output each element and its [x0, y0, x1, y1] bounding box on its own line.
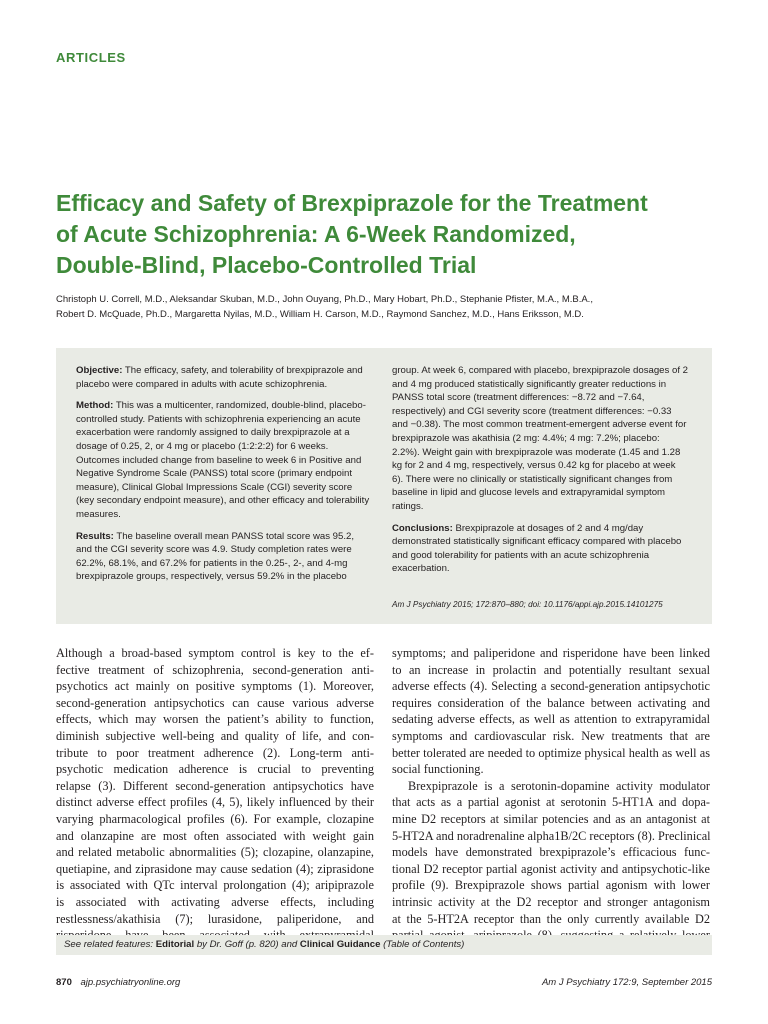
body-line: restlessness/akathisia (7); lurasidone, paliperidone, and: [56, 911, 374, 926]
footer-journal-issue: Am J Psychiatry 172:9, September 2015: [541, 977, 712, 988]
title-line: Efficacy and Safety of Brexpiprazole for the Treatment: [56, 190, 648, 216]
related-features-bar: [56, 935, 712, 955]
author-line: Christoph U. Correll, M.D., Aleksandar Skuban, M.D., John Ouyang, Ph.D., Mary Hobart, Ph.D., Stephanie Pfister, M.A., M.B.A.,: [56, 294, 593, 305]
body-line: Although a broad-based symptom control is key to the ef-: [56, 646, 374, 660]
body-line: quetiapine, and ziprasidone may cause sedation (4); ziprasidone: [56, 861, 374, 876]
body-line: effects, which may worsen the patient’s ability to function,: [56, 712, 374, 727]
body-left-column: [56, 645, 374, 944]
body-line: and olanzapine are most often associated with weight gain: [56, 828, 374, 843]
author-line: Robert D. McQuade, Ph.D., Margaretta Nyilas, M.D., William H. Carson, M.D., Raymond Sanchez, M.D., Hans Eriksson, M.D.: [56, 309, 584, 320]
title-line: of Acute Schizophrenia: A 6-Week Randomized,: [56, 221, 576, 247]
abstract-method: [76, 399, 372, 521]
related-prefix: See related features:: [64, 939, 154, 950]
body-line: tribute to poor treatment adherence (2). Long-term anti-: [56, 745, 374, 760]
body-line: 5-HT2A and noradrenaline alpha1B/2C receptors (8). Preclinical: [392, 828, 711, 843]
body-line: varying pharmacological profiles (6). For example, clozapine: [56, 811, 374, 826]
footer-left: [56, 977, 180, 988]
title-line: Double-Blind, Placebo-Controlled Trial: [56, 252, 477, 278]
objective-text: The efficacy, safety, and tolerability of brexpiprazole and placebo were compared in adults with acute schizophrenia.: [76, 365, 363, 390]
body-right-column: [392, 645, 710, 944]
body-line: diminish subjective well-being and quality of life, and con-: [56, 728, 374, 743]
body-line: mine D2 receptors at similar potencies and as an antagonist at: [392, 811, 710, 826]
abstract-box: [56, 348, 712, 624]
body-line: adverse effects (4). Selecting a second-generation antipsychotic: [392, 679, 710, 694]
body-line: symptoms and cardiovascular risk. New treatments that are: [392, 728, 710, 743]
body-line: is associated with QTc interval prolongation (4); aripiprazole: [56, 878, 374, 893]
body-line: requires consideration of the balance between activating and: [392, 695, 710, 710]
journal-url[interactable]: ajp.psychiatryonline.org: [80, 977, 181, 988]
guidance-ref: (Table of Contents): [383, 939, 465, 950]
body-line: profile (9). Brexpiprazole shows partial agonism with lower: [392, 878, 710, 893]
abstract-conclusions: [392, 522, 688, 576]
abstract-results-continued: group. At week 6, compared with placebo, brexpiprazole dosages of 2 and 4 mg produced statistically significantly greater reductions in PANSS total score (treatment differences: −8.72 and −7.64, respectively) and CGI severity score (treatment differences: −0.33 and −0.38). The most common treatment-emergent adverse event for brexpiprazole was akathisia (2 mg: 4.4%; 4 mg: 7.2%; placebo: 2.2%). Weight gain with brexpiprazole was moderate (1.45 and 1.28 kg for 2 and 4 mg, respectively, versus 0.42 kg for placebo at week 6). There were no clinically or statistically significant changes from baseline in lipid and glucose levels and extrapyramidal symptom ratings.: [392, 365, 688, 512]
results-text: The baseline overall mean PANSS total score was 95.2, and the CGI severity score was 4.9. Study completion rates were 62.2%, 68.1%, and 67.2% for patients in the 0.25-, 2-, and 4-mg brexpiprazole groups, respectively, versus 59.2% in the placebo: [76, 530, 355, 583]
editorial-link[interactable]: Editorial: [155, 939, 195, 950]
body-line: distinct adverse effect profiles (4, 5), likely influenced by their: [56, 795, 374, 810]
body-line: sedating adverse effects, as well as attention to extrapyramidal: [392, 712, 710, 727]
method-heading: Method:: [76, 400, 114, 412]
body-line: Brexpiprazole is a serotonin-dopamine activity modulator: [408, 778, 710, 793]
body-line: psychotics act mainly on positive symptoms (1). Moreover,: [56, 679, 374, 694]
body-line: at the 5-HT2A receptor than the only currently available D2: [392, 911, 710, 926]
body-line: is associated with activating adverse effects, including: [56, 894, 374, 909]
method-text: This was a multicenter, randomized, double-blind, placebo-controlled study. Patients with schizophrenia experiencing an acute exacerbation were randomly assigned to daily brexpiprazole at a dosage of 0.25, 2, or 4 mg or placebo (1:2:2:2) for 6 weeks. Outcomes included change from baseline to week 6 in Positive and Negative Syndrome Scale (PANSS) total score (primary endpoint measure), Clinical Global Impressions Scale (CGI) severity score (key secondary endpoint measure), and other efficacy and tolerability measures.: [76, 400, 370, 520]
abstract-results: [76, 530, 372, 584]
body-line: second-generation antipsychotics can cause various adverse: [56, 695, 374, 710]
body-line: models have demonstrated brexpiprazole’s efficacious func-: [392, 845, 710, 860]
body-line: better tolerated are needed to optimize physical health as well as: [392, 745, 710, 760]
body-line: and related metabolic abnormalities (5); clozapine, olanzapine,: [56, 845, 374, 860]
abstract-objective: [76, 364, 372, 391]
page-number: 870: [56, 977, 72, 988]
conclusions-heading: Conclusions:: [392, 522, 453, 534]
abstract-left-column: [76, 364, 372, 592]
editorial-ref: by Dr. Goff (p. 820) and: [196, 939, 298, 950]
section-label: ARTICLES: [56, 50, 126, 65]
body-line: intrinsic activity at the D2 receptor and stronger antagonism: [392, 894, 710, 909]
related-features-text: [64, 939, 464, 950]
body-line: fective treatment of schizophrenia, second-generation anti-: [56, 662, 374, 677]
results-heading: Results:: [76, 530, 114, 542]
author-list: [56, 292, 716, 322]
clinical-guidance-link[interactable]: Clinical Guidance: [299, 939, 381, 950]
objective-heading: Objective:: [76, 365, 123, 376]
body-line: tional D2 receptor partial agonist activity and antipsychotic-like: [392, 861, 710, 876]
body-line: social functioning.: [392, 762, 484, 777]
article-title: [56, 188, 716, 281]
abstract-right-column: [392, 364, 688, 584]
body-line: relapse (3). Different second-generation antipsychotics have: [56, 778, 374, 793]
body-line: to an increase in prolactin and potentially resultant sexual: [392, 662, 710, 677]
conclusions-text: Brexpiprazole at dosages of 2 and 4 mg/day demonstrated statistically significant efficacy compared with placebo and good tolerability for patients with an acute schizophrenia exacerbation.: [392, 522, 682, 575]
body-line: psychotic medication adherence is crucial to preventing: [56, 762, 374, 777]
body-line: that acts as a partial agonist at serotonin 5-HT1A and dopa-: [392, 795, 710, 810]
body-line: symptoms; and paliperidone and risperidone have been linked: [392, 646, 710, 660]
citation-doi: Am J Psychiatry 2015; 172:870–880; doi: 10.1176/appi.ajp.2015.14101275: [392, 600, 663, 609]
